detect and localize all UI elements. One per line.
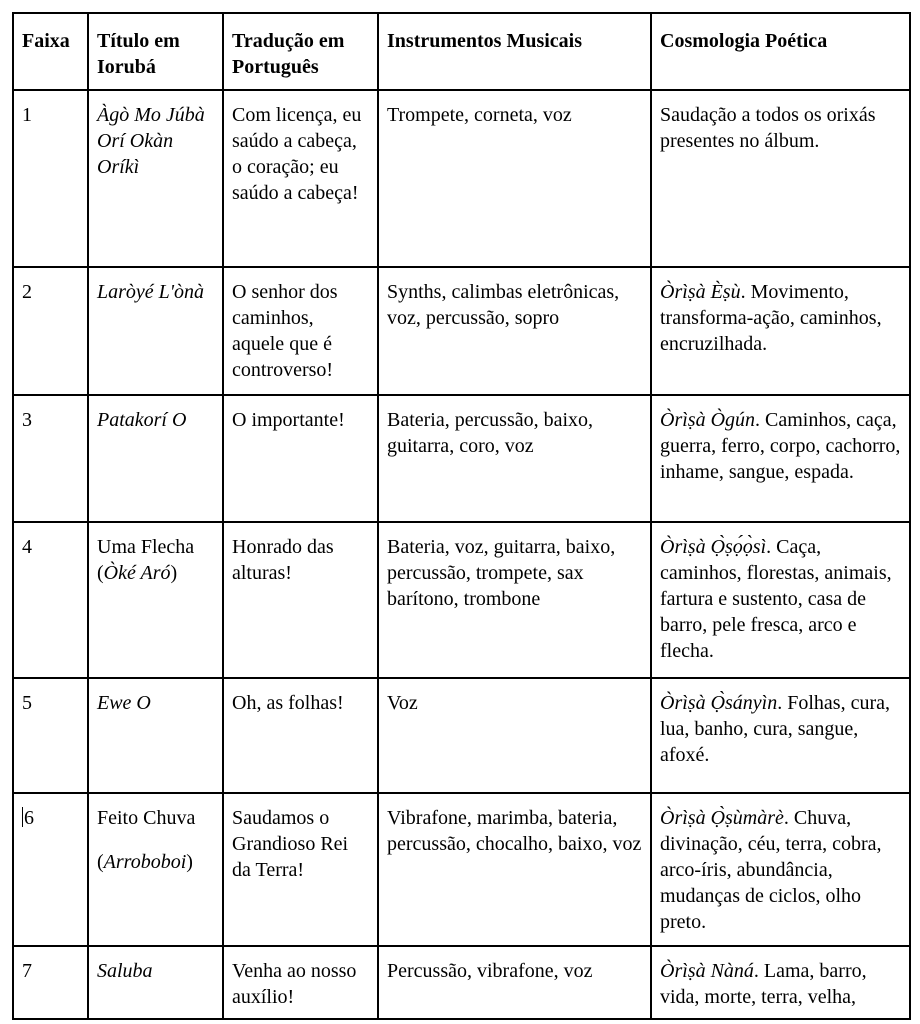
cosmology-text: . Caminhos, caça, guerra, ferro, corpo, cachorro, inhame, sangue, espada. — [660, 409, 901, 483]
track-title — [88, 946, 223, 1019]
header-traducao: Tradução em Português — [223, 13, 378, 90]
cosmology-text: . Caça, caminhos, florestas, animais, fartura e sustento, casa de barro, pele fresca, arco e flecha. — [660, 536, 892, 662]
track-number: 7 — [13, 946, 88, 1019]
table-row — [13, 90, 910, 267]
orixa-name: Òrìṣà Ọ̀sányìn — [660, 692, 778, 714]
track-title — [88, 395, 223, 522]
track-cosmology — [651, 395, 910, 522]
track-instruments: Trompete, corneta, voz — [378, 90, 651, 267]
track-instruments: Synths, calimbas eletrônicas, voz, percussão, sopro — [378, 267, 651, 395]
track-title: Uma Flecha (Òké Aró) — [88, 522, 223, 678]
track-translation: O senhor dos caminhos, aquele que é controverso! — [223, 267, 378, 395]
track-title — [88, 90, 223, 267]
title-yoruba: Laròyé L'ònà — [97, 281, 205, 303]
track-translation: Com licença, eu saúdo a cabeça, o coração; eu saúdo a cabeça! — [223, 90, 378, 267]
cosmology-text: . Chuva, divinação, céu, terra, cobra, arco-íris, abundância, mudanças de ciclos, olho preto. — [660, 807, 882, 933]
track-number: 5 — [13, 678, 88, 793]
table-row — [13, 793, 910, 946]
header-cosmologia: Cosmologia Poética — [651, 13, 910, 90]
header-instrumentos: Instrumentos Musicais — [378, 13, 651, 90]
orixa-name: Òrìṣà Ọ̀ṣọ́ọ̀sì — [660, 536, 767, 558]
table-header-row — [13, 13, 910, 90]
track-title — [88, 678, 223, 793]
orixa-name: Òrìṣà Nàná — [660, 960, 754, 982]
track-title: Feito Chuva (Arroboboi) — [88, 793, 223, 946]
table-row — [13, 678, 910, 793]
title-yoruba: Saluba — [97, 960, 153, 982]
table-row — [13, 395, 910, 522]
track-number: 1 — [13, 90, 88, 267]
track-title — [88, 267, 223, 395]
title-yoruba: Àgò Mo Júbà Orí Okàn Oríkì — [97, 104, 205, 178]
title-yoruba: Òké Aró — [103, 562, 171, 584]
track-cosmology — [651, 793, 910, 946]
title-portuguese: Uma Flecha — [97, 536, 195, 558]
track-cosmology — [651, 946, 910, 1019]
header-titulo: Título em Iorubá — [88, 13, 223, 90]
header-faixa: Faixa — [13, 13, 88, 90]
track-cosmology: Saudação a todos os orixás presentes no álbum. — [651, 90, 910, 267]
table-row — [13, 267, 910, 395]
tracks-table — [12, 12, 911, 1020]
track-translation: Venha ao nosso auxílio! — [223, 946, 378, 1019]
track-instruments: Bateria, voz, guitarra, baixo, percussão, trompete, sax barítono, trombone — [378, 522, 651, 678]
table-row — [13, 522, 910, 678]
track-translation: O importante! — [223, 395, 378, 522]
cosmology-text: . Lama, barro, vida, morte, terra, velha, — [660, 960, 867, 1008]
orixa-name: Òrìṣà Èṣù — [660, 281, 741, 303]
title-yoruba: Arroboboi — [103, 851, 187, 873]
track-instruments: Vibrafone, marimba, bateria, percussão, chocalho, baixo, voz — [378, 793, 651, 946]
table-row — [13, 946, 910, 1019]
title-yoruba: Patakorí O — [97, 409, 187, 431]
text-cursor — [22, 807, 23, 827]
track-translation: Oh, as folhas! — [223, 678, 378, 793]
track-instruments: Percussão, vibrafone, voz — [378, 946, 651, 1019]
orixa-name: Òrìṣà Ọ̀ṣùmàrè — [660, 807, 784, 829]
cosmology-text: . Folhas, cura, lua, banho, cura, sangue, afoxé. — [660, 692, 890, 766]
track-instruments: Bateria, percussão, baixo, guitarra, coro, voz — [378, 395, 651, 522]
track-number-cell — [13, 793, 88, 946]
track-number: 2 — [13, 267, 88, 395]
track-cosmology — [651, 678, 910, 793]
track-translation: Honrado das alturas! — [223, 522, 378, 678]
title-yoruba: Ewe O — [97, 692, 151, 714]
track-instruments: Voz — [378, 678, 651, 793]
track-cosmology — [651, 267, 910, 395]
orixa-name: Òrìṣà Ògún — [660, 409, 756, 431]
track-number: 4 — [13, 522, 88, 678]
title-portuguese: Feito Chuva — [97, 807, 196, 829]
track-translation: Saudamos o Grandioso Rei da Terra! — [223, 793, 378, 946]
track-number: 3 — [13, 395, 88, 522]
track-number: 6 — [24, 807, 34, 829]
cosmology-text: . Movimento, transforma-ação, caminhos, encruzilhada. — [660, 281, 882, 355]
track-cosmology — [651, 522, 910, 678]
